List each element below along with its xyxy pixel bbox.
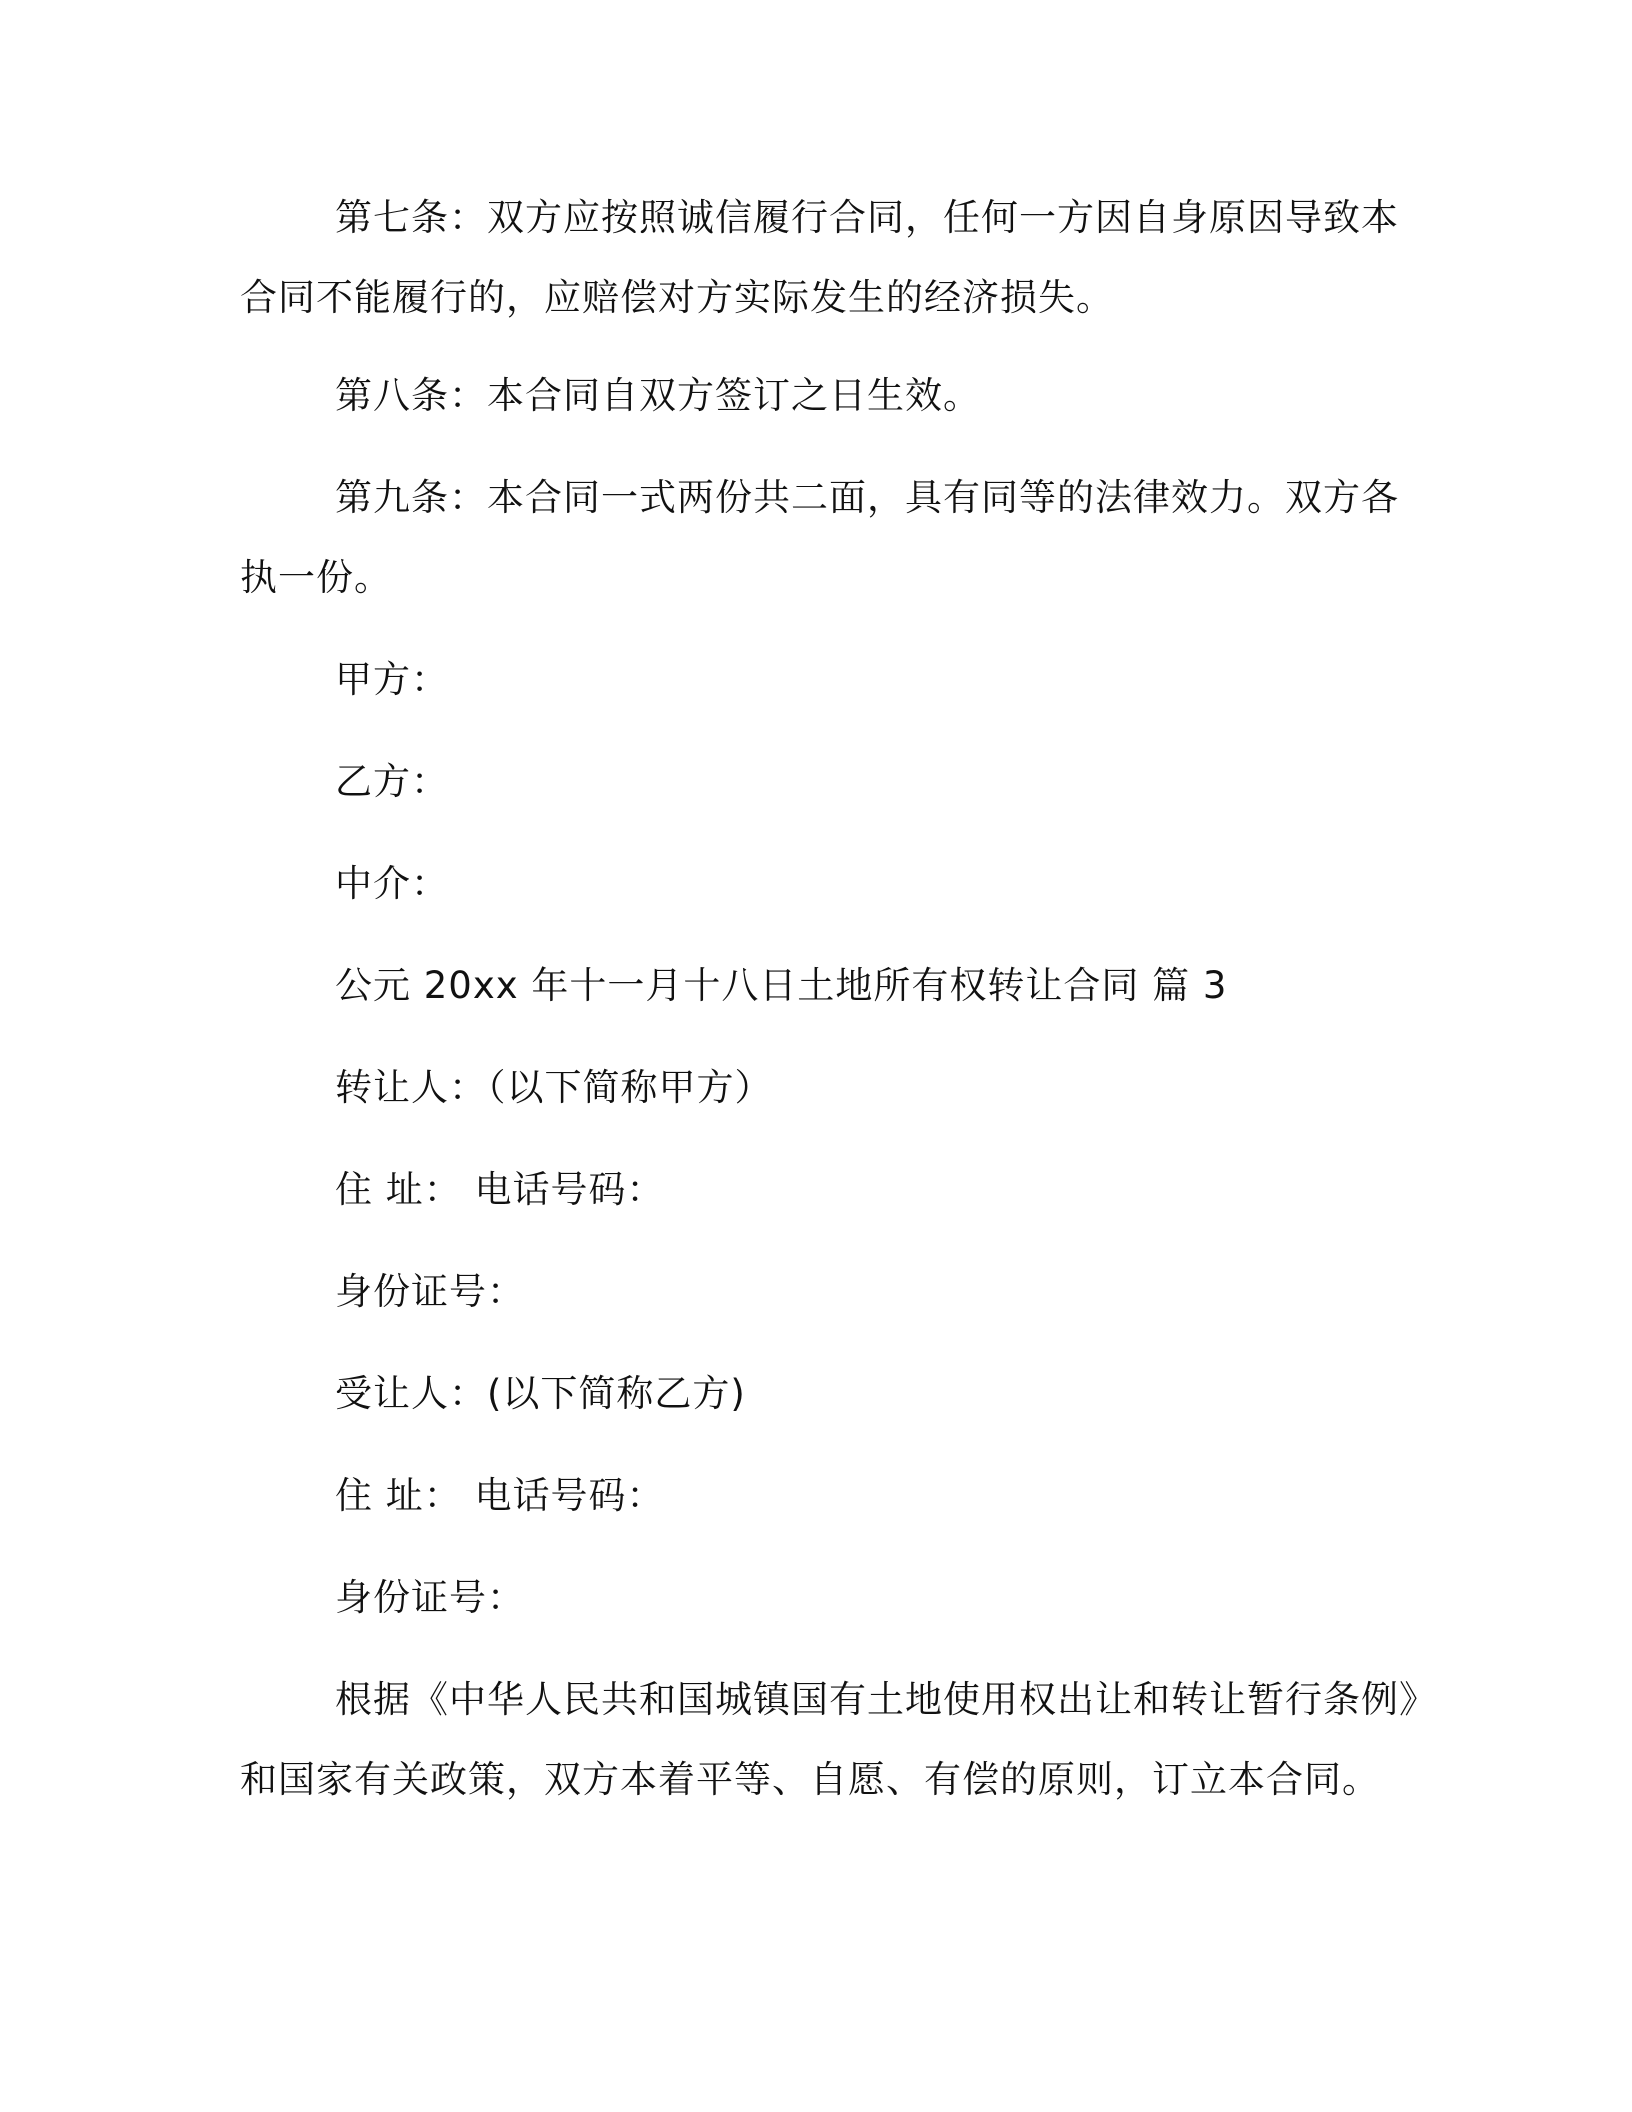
article-7-paragraph bbox=[240, 178, 1399, 338]
preamble-line-2: 和国家有关政策，双方本着平等、自愿、有偿的原则，订立本合同。 bbox=[240, 1758, 1380, 1801]
transferor-id-label: 身份证号： bbox=[335, 1270, 525, 1313]
preamble-line-1: 根据《中华人民共和国城镇国有土地使用权出让和转让暂行条例》 bbox=[335, 1678, 1437, 1721]
intermediary-label: 中介： bbox=[335, 862, 449, 905]
date-title-line bbox=[240, 946, 1380, 1026]
transferee-address-line bbox=[240, 1456, 1380, 1536]
transferee-id-line bbox=[240, 1558, 1380, 1638]
transferee-address-label: 住 址： 电话号码： bbox=[335, 1474, 665, 1517]
article-7-line-1: 第七条：双方应按照诚信履行合同，任何一方因自身原因导致本 bbox=[335, 196, 1399, 239]
article-9-line-2: 执一份。 bbox=[240, 556, 392, 599]
party-a-line bbox=[240, 640, 1380, 720]
date-title-text: 公元 20xx 年十一月十八日土地所有权转让合同 篇 3 bbox=[335, 964, 1228, 1007]
article-8-paragraph bbox=[240, 356, 1380, 436]
transferee-line bbox=[240, 1354, 1380, 1434]
party-b-line bbox=[240, 742, 1380, 822]
article-8-line-1: 第八条：本合同自双方签订之日生效。 bbox=[335, 374, 981, 417]
transferor-label: 转让人：（以下简称甲方） bbox=[335, 1066, 773, 1109]
transferee-id-label: 身份证号： bbox=[335, 1576, 525, 1619]
transferee-label: 受让人：(以下简称乙方) bbox=[335, 1372, 746, 1415]
party-b-label: 乙方： bbox=[335, 760, 449, 803]
intermediary-line bbox=[240, 844, 1380, 924]
article-9-paragraph bbox=[240, 458, 1399, 618]
transferor-line bbox=[240, 1048, 1380, 1128]
article-9-line-1: 第九条：本合同一式两份共二面，具有同等的法律效力。双方各 bbox=[335, 476, 1399, 519]
party-a-label: 甲方： bbox=[335, 658, 449, 701]
preamble-paragraph bbox=[240, 1660, 1437, 1820]
article-7-line-2: 合同不能履行的，应赔偿对方实际发生的经济损失。 bbox=[240, 276, 1114, 319]
transferor-address-label: 住 址： 电话号码： bbox=[335, 1168, 665, 1211]
transferor-address-line bbox=[240, 1150, 1380, 1230]
transferor-id-line bbox=[240, 1252, 1380, 1332]
